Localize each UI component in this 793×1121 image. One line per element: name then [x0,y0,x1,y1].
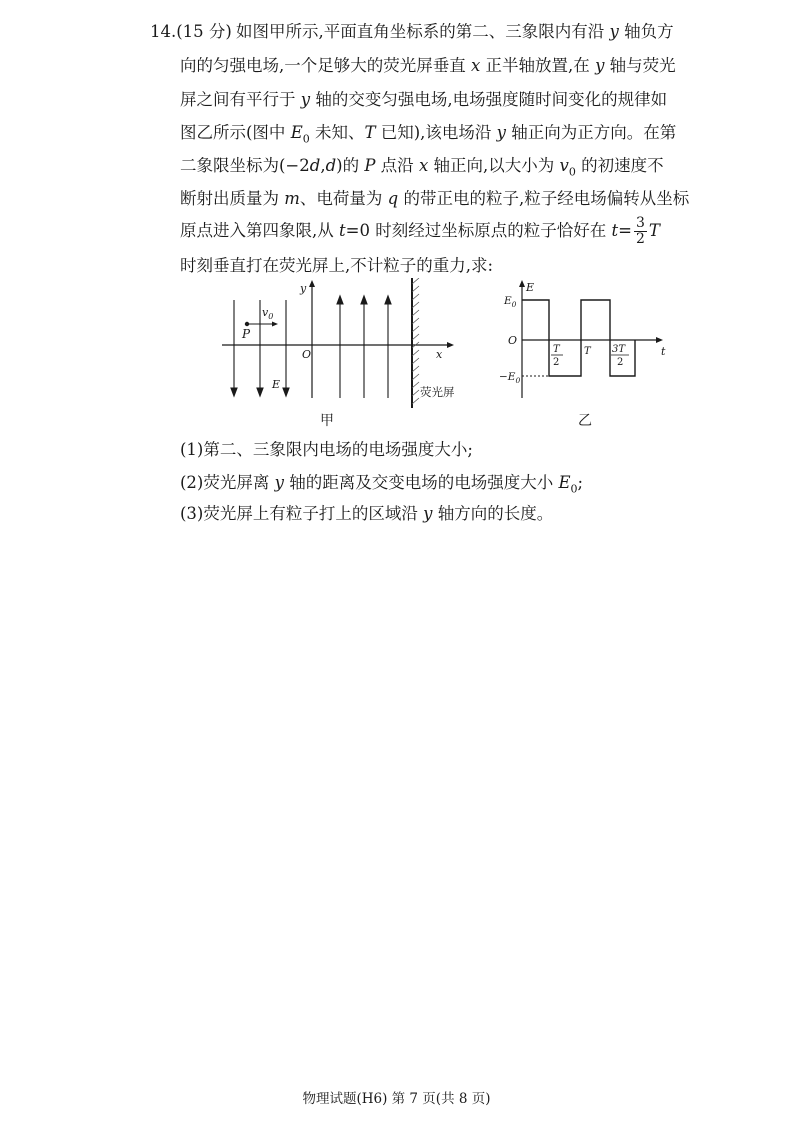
math-variable: m [284,189,300,208]
text-segment: 二象限坐标为(−2 [180,156,310,175]
text-segment: , [320,156,326,175]
math-variable: T [648,221,660,240]
tick-t: T [584,346,591,357]
math-variable: q [387,189,399,208]
text-segment: 轴方向的长度。 [432,504,554,523]
text-segment: 轴负方 [618,22,674,41]
math-variable: d [309,156,321,175]
stem-line: 图乙所示(图中 $E_0$ 未知、T 已知),该电场沿 y 轴正向为正方向。在第 [180,123,677,146]
page-footer: 物理试题(H6) 第 7 页(共 8 页) [302,1091,491,1107]
figure-yi-svg [498,278,678,408]
svg-text:3T: 3T [612,344,626,355]
text-segment: 屏之间有平行于 [180,90,301,109]
stem-line [180,216,660,247]
text-segment: 原点进入第四象限,从 [180,221,339,240]
math-variable: t [339,221,346,240]
text-segment: ; [577,473,584,492]
math-variable: y [609,22,619,41]
math-variable: y [274,473,284,492]
text-segment: 向的匀强电场,一个足够大的荧光屏垂直 [180,56,471,75]
text-segment: 正半轴放置,在 [480,56,596,75]
text-segment: (2)荧光屏离 [180,473,275,492]
text-segment: 如图甲所示,平面直角坐标系的第二、三象限内有沿 [236,22,610,41]
stem-line: 二象限坐标为(−2d,d)的 P 点沿 x 轴正向,以大小为 $v_0$ 的初速度不 [180,156,664,179]
label-e: E [272,378,281,391]
svg-text:2: 2 [617,357,624,368]
text-segment: 轴正向为正方向。在第 [506,123,677,142]
math-variable: t [611,221,619,240]
label-screen: 荧光屏 [420,385,455,399]
text-segment: 的初速度不 [575,156,664,175]
math-variable: T [364,123,376,142]
text-segment: 断射出质量为 [180,189,285,208]
uniform-field-lines [231,300,289,396]
text-segment: =0 时刻经过坐标原点的粒子恰好在 [345,221,612,240]
caption-jia: 甲 [320,413,334,429]
figure-jia-svg [222,278,462,408]
text-segment: 图乙所示(图中 [180,123,291,142]
y-axis-arrow [309,280,315,287]
x-axis-arrow [447,342,454,348]
label-neg-e0: $-E_0$ [499,371,521,385]
label-e: E [526,281,535,294]
stem-line [180,185,689,209]
text-segment: 轴的距离及交变电场的电场强度大小 [283,473,559,492]
svg-text:T: T [553,344,560,355]
text-segment: 时刻垂直打在荧光屏上,不计粒子的重力,求: [180,256,494,275]
text-segment: = [618,221,632,240]
text-segment: )的 [336,156,365,175]
label-o: O [508,334,518,347]
tick-t-half [551,344,563,368]
text-segment: 轴的交变匀强电场,电场强度随时间变化的规律如 [310,90,668,109]
tick-three-t-half [611,344,629,368]
problem-points: (15 分) [176,22,232,41]
math-variable: y [423,504,433,523]
label-x: x [436,348,443,361]
sub-question-3 [180,500,553,524]
label-t: t [661,345,666,358]
fraction: $\frac{3}{2}$ [635,215,645,247]
stem-line [180,86,667,110]
text-segment: 的带正电的粒子,粒子经电场偏转从坐标 [398,189,690,208]
label-v0: $v_0$ [262,306,274,321]
text-segment: 点沿 [375,156,419,175]
math-variable: y [496,123,506,142]
figure-yi [498,278,678,412]
problem-number: 14. [150,22,177,41]
math-variable: x [471,56,481,75]
text-segment: 、电荷量为 [299,189,388,208]
caption-yi: 乙 [578,413,592,429]
figure-jia [222,278,462,412]
label-o: O [302,348,312,361]
math-variable: v [559,156,569,175]
math-variable: y [595,56,605,75]
screen-hatching [412,278,419,404]
svg-text:2: 2 [553,357,560,368]
sub-question-2: (2)荧光屏离 y 轴的距离及交变电场的电场强度大小 $E_0$; [180,473,584,496]
alternating-field-lines [337,296,391,398]
math-variable: P [364,156,376,175]
stem-line [236,18,674,42]
text-segment: (1)第二、三象限内电场的电场强度大小; [180,440,473,459]
label-p: P [242,327,251,341]
math-variable: d [325,156,337,175]
math-variable: x [418,156,429,175]
text-segment: (3)荧光屏上有粒子打上的区域沿 [180,504,424,523]
text-segment: 轴与荧光 [604,56,676,75]
sub-question-1 [180,436,473,460]
stem-line [180,252,493,276]
text-segment: 已知),该电场沿 [375,123,497,142]
math-variable: y [300,90,311,109]
stem-line [180,52,676,76]
text-segment: 未知、 [309,123,365,142]
label-y: y [300,282,307,295]
label-e0: $E_0$ [504,295,517,309]
math-variable: E [290,123,303,142]
math-variable: E [558,473,571,492]
text-segment: 轴正向,以大小为 [428,156,560,175]
